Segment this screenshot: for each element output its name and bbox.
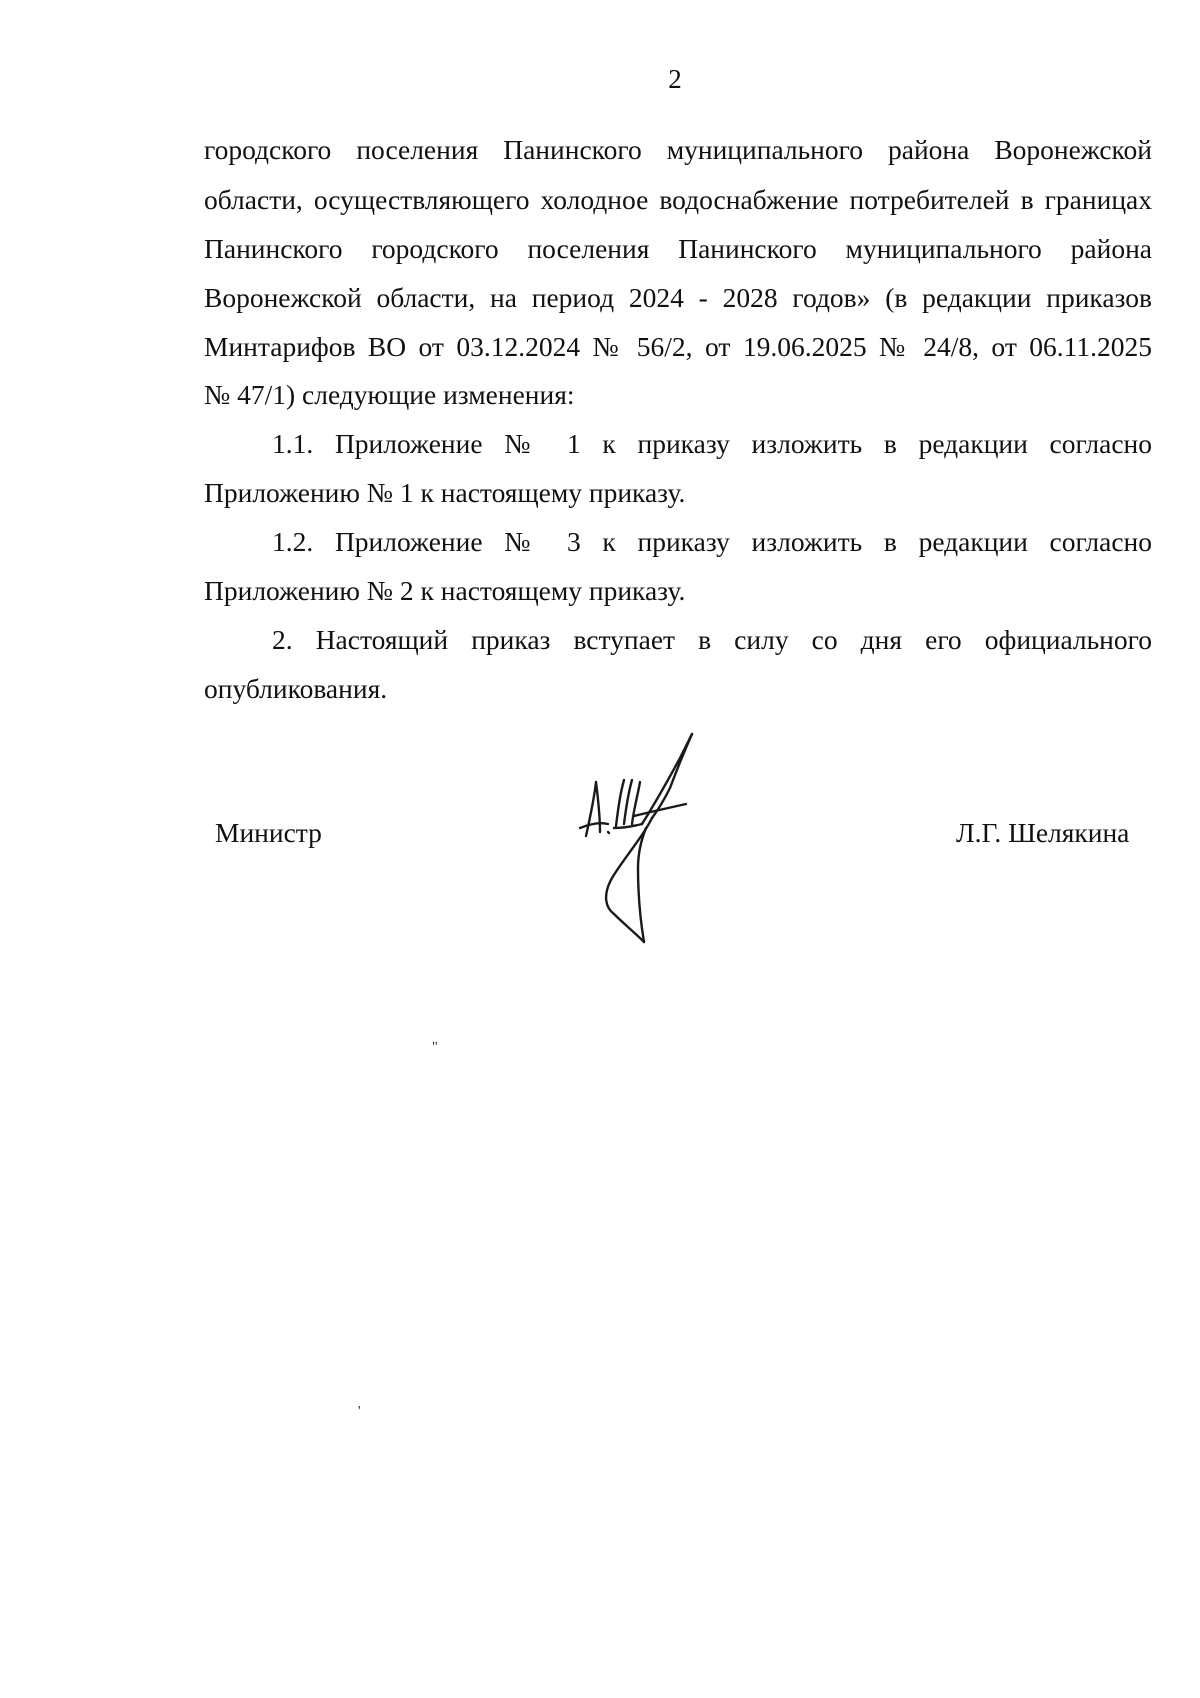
page-number: 2	[668, 64, 682, 94]
handwritten-signature	[572, 728, 752, 950]
body-line: Воронежской области, на период 2024 - 2028 годов» (в редакции приказов	[204, 282, 1152, 313]
item-first-line: 1.1. Приложение № 1 к приказу изложить в редакции согласно	[272, 428, 1152, 459]
item-second-line: Приложению № 2 к настоящему приказу.	[204, 575, 686, 606]
body-line: области, осуществляющего холодное водоснабжение потребителей в границах	[204, 184, 1152, 215]
signer-name: Л.Г. Шелякина	[956, 817, 1130, 848]
item-first-line: 2. Настоящий приказ вступает в силу со дня его официального	[272, 624, 1152, 655]
item-second-line: опубликования.	[204, 673, 388, 704]
body-line: Панинского городского поселения Панинского муниципального района	[204, 233, 1152, 264]
item-first-line: 1.2. Приложение № 3 к приказу изложить в редакции согласно	[272, 526, 1152, 557]
item-second-line: Приложению № 1 к настоящему приказу.	[204, 477, 686, 508]
body-line: Минтарифов ВО от 03.12.2024 № 56/2, от 19.06.2025 № 24/8, от 06.11.2025	[204, 331, 1152, 362]
stray-mark: "	[432, 1040, 438, 1055]
position-title: Министр	[215, 817, 322, 848]
body-line: городского поселения Панинского муниципального района Воронежской	[204, 134, 1152, 165]
stray-mark: '	[358, 1404, 361, 1419]
body-line: № 47/1) следующие изменения:	[204, 379, 575, 410]
